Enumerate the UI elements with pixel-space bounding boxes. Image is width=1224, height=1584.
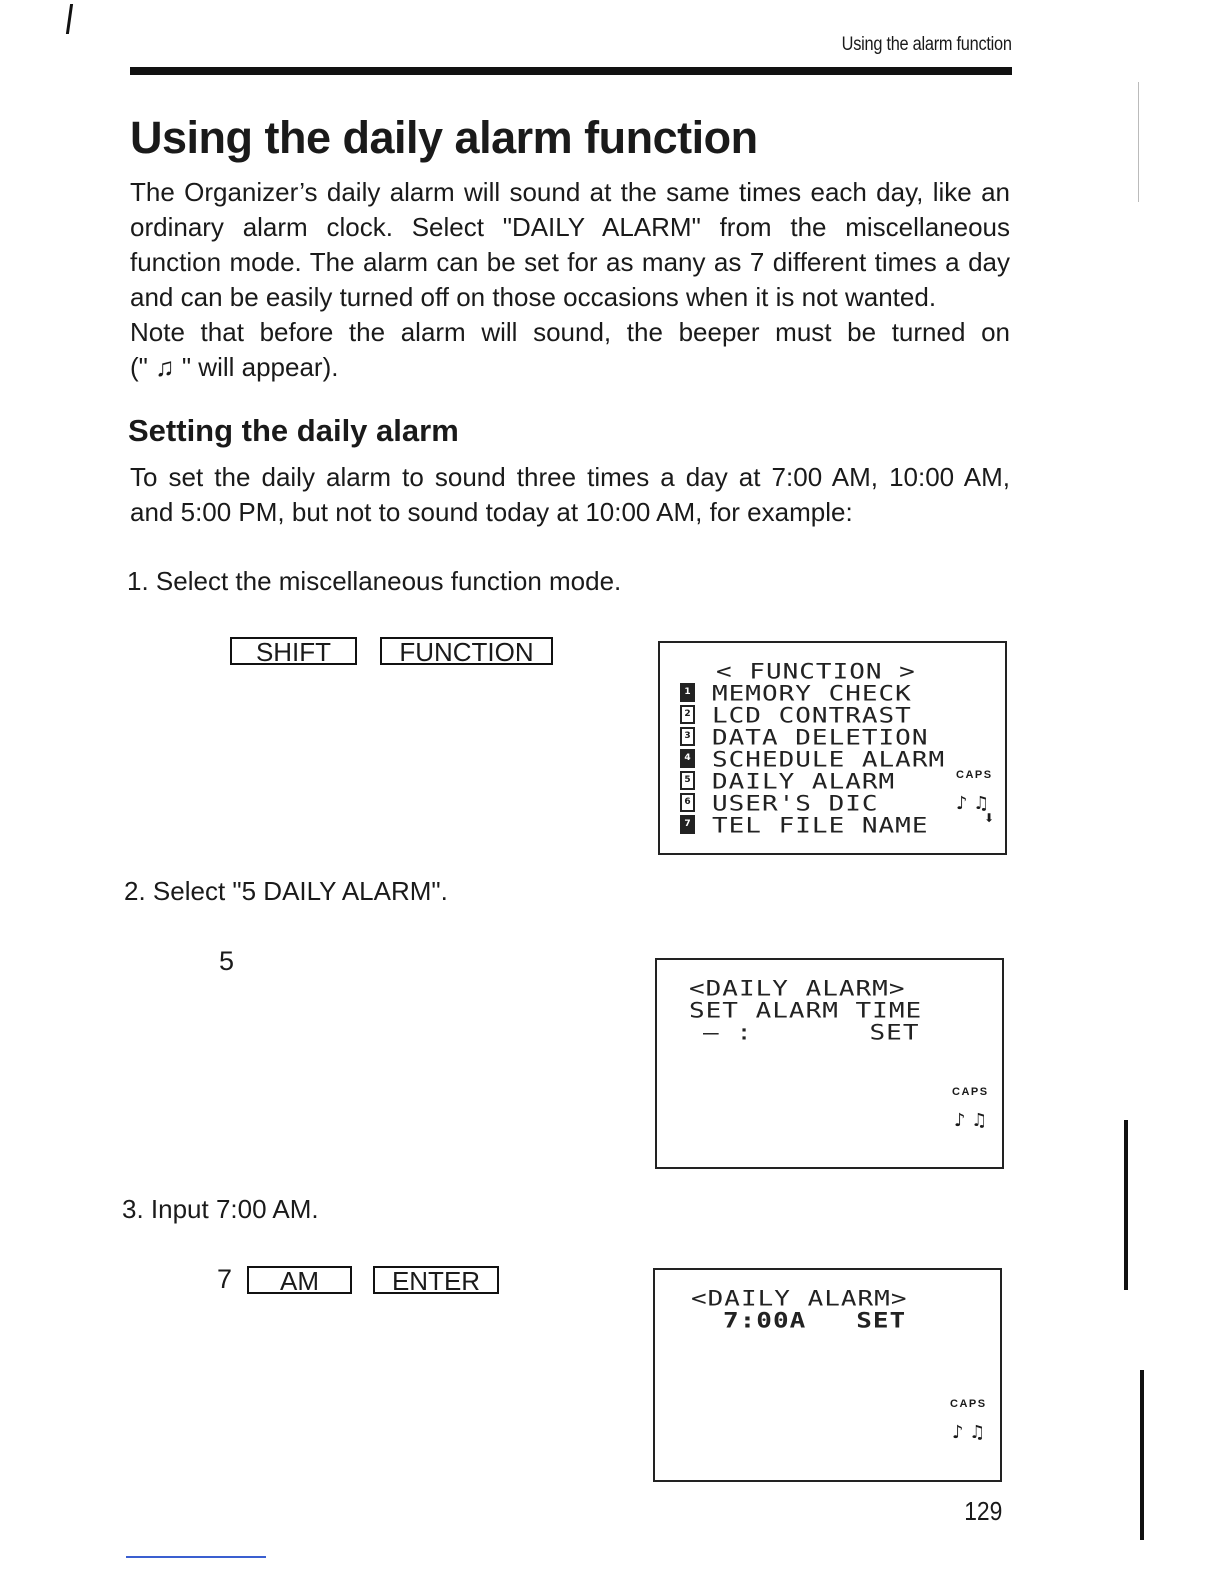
input-5: 5: [219, 946, 235, 976]
lcd-line: SET ALARM TIME: [689, 998, 923, 1024]
intro-line: The Organizer’s daily alarm will sound at the same times each day, like an: [130, 177, 1010, 207]
lcd-screen-function-menu: [658, 641, 1007, 855]
scan-edge-mark: [1140, 1370, 1144, 1540]
lcd-line: TEL FILE NAME: [712, 813, 929, 839]
section-heading: Setting the daily alarm: [128, 413, 459, 448]
lcd-line: — : SET: [703, 1020, 920, 1046]
item-number-box: 2: [680, 705, 695, 724]
example-paragraph: [130, 460, 1010, 530]
down-arrow-icon: ⬇: [984, 811, 995, 825]
item-number-box: 5: [680, 771, 695, 790]
lcd-line: MEMORY CHECK: [712, 681, 912, 707]
caps-indicator: CAPS: [956, 769, 993, 781]
caps-indicator: CAPS: [952, 1086, 989, 1098]
lcd-line: SCHEDULE ALARM: [712, 747, 946, 773]
enter-key: ENTER: [373, 1266, 499, 1294]
shift-key: SHIFT: [230, 637, 357, 665]
lcd-line: USER'S DIC: [712, 791, 879, 817]
intro-line: Note that before the alarm will sound, the beeper must be turned on: [130, 317, 1010, 347]
am-key: AM: [247, 1266, 352, 1294]
intro-paragraph: [130, 175, 1010, 385]
footer-rule: [126, 1556, 266, 1558]
example-line: and 5:00 PM, but not to sound today at 10:00 AM, for example:: [130, 497, 853, 527]
lcd-line: <DAILY ALARM>: [689, 976, 906, 1002]
lcd-line: LCD CONTRAST: [712, 703, 912, 729]
page-title: Using the daily alarm function: [130, 112, 758, 163]
lcd-screen-daily-alarm: [655, 958, 1004, 1169]
item-number-box: 7: [680, 815, 695, 834]
lcd-line: 7:00A SET: [723, 1308, 907, 1334]
intro-line: ordinary alarm clock. Select "DAILY ALARM" from the miscellaneous: [130, 212, 1010, 242]
item-number-box: 3: [680, 727, 695, 746]
item-number-box: 1: [680, 683, 695, 702]
lcd-line: <DAILY ALARM>: [691, 1286, 908, 1312]
scan-edge-mark: [1124, 1120, 1128, 1290]
item-number-box: 4: [680, 749, 695, 768]
running-header: Using the alarm function: [841, 34, 1012, 55]
item-number-box: 6: [680, 793, 695, 812]
step-1-text: 1. Select the miscellaneous function mode.: [127, 566, 622, 596]
intro-line: (" ♫ " will appear).: [130, 352, 339, 382]
beeper-icon: ♪ ♫: [954, 1110, 988, 1131]
intro-line: function mode. The alarm can be set for as many as 7 different times a day: [130, 247, 1010, 277]
page-number: 129: [963, 1496, 1002, 1526]
beeper-icon: ♪ ♫: [952, 1422, 986, 1443]
page-corner-mark: [66, 4, 73, 34]
function-key: FUNCTION: [380, 637, 553, 665]
header-rule: [130, 67, 1012, 75]
lcd-line: DAILY ALARM: [712, 769, 896, 795]
lcd-screen-alarm-set: [653, 1268, 1002, 1482]
scan-edge-mark: [1138, 82, 1139, 202]
example-line: To set the daily alarm to sound three times a day at 7:00 AM, 10:00 AM,: [130, 462, 1010, 492]
caps-indicator: CAPS: [950, 1398, 987, 1410]
step-2-text: 2. Select "5 DAILY ALARM".: [124, 876, 448, 906]
lcd-line: DATA DELETION: [712, 725, 929, 751]
intro-line: and can be easily turned off on those occasions when it is not wanted.: [130, 282, 937, 312]
lcd-line: < FUNCTION >: [716, 659, 916, 685]
input-7: 7: [217, 1264, 233, 1294]
beeper-icon: ♪ ♫: [956, 793, 990, 814]
step-3-text: 3. Input 7:00 AM.: [122, 1194, 319, 1224]
